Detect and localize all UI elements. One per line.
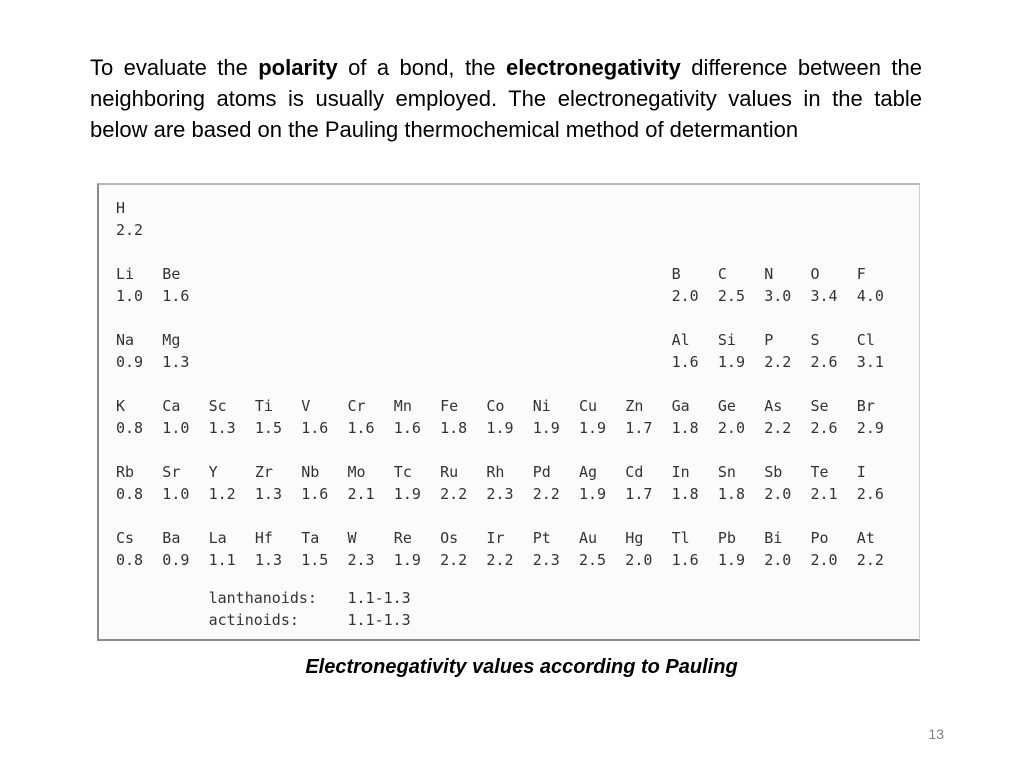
element-symbol: F (856, 265, 866, 283)
element-symbol: Mn (393, 397, 412, 415)
element-symbol: Zr (254, 463, 273, 481)
element-symbol: H (116, 199, 126, 217)
note-label: lanthanoids: (208, 589, 317, 607)
electronegativity-value: 1.7 (625, 485, 653, 503)
electronegativity-value: 3.4 (810, 287, 838, 305)
element-symbol: Y (208, 463, 218, 481)
electronegativity-value: 2.0 (764, 551, 792, 569)
polarity-term: polarity (258, 55, 338, 80)
electronegativity-value: 2.3 (532, 551, 560, 569)
element-symbol: Cr (347, 397, 366, 415)
electronegativity-value: 1.8 (440, 419, 468, 437)
element-symbol: Fe (440, 397, 459, 415)
electronegativity-value: 2.6 (810, 353, 838, 371)
element-symbol: Co (486, 397, 505, 415)
electronegativity-value: 1.9 (532, 419, 560, 437)
element-symbol: C (717, 265, 727, 283)
element-symbol: N (764, 265, 774, 283)
electronegativity-value: 1.2 (208, 485, 236, 503)
electronegativity-value: 2.2 (764, 419, 792, 437)
element-symbol: Ni (532, 397, 551, 415)
electronegativity-value: 1.6 (671, 551, 699, 569)
electronegativity-value: 1.3 (162, 353, 190, 371)
element-symbol: Ru (440, 463, 459, 481)
element-symbol: W (347, 529, 357, 547)
element-symbol: Se (810, 397, 829, 415)
element-symbol: Cl (856, 331, 875, 349)
electronegativity-value: 1.7 (625, 419, 653, 437)
element-symbol: Sn (717, 463, 736, 481)
electronegativity-value: 2.2 (764, 353, 792, 371)
element-symbol: Rb (116, 463, 135, 481)
element-symbol: Mo (347, 463, 366, 481)
intro-paragraph (90, 52, 922, 145)
electronegativity-value: 1.8 (717, 485, 745, 503)
electronegativity-value: 2.1 (347, 485, 375, 503)
element-symbol: Hg (625, 529, 644, 547)
electronegativity-value: 1.5 (254, 419, 282, 437)
electronegativity-value: 2.6 (856, 485, 884, 503)
electronegativity-value: 1.9 (717, 353, 745, 371)
table-caption: Electronegativity values according to Pauling (305, 656, 738, 678)
electronegativity-value: 2.9 (856, 419, 884, 437)
element-symbol: Pd (532, 463, 551, 481)
element-symbol: O (810, 265, 820, 283)
element-symbol: Ge (717, 397, 736, 415)
intro-text-3: difference between the neighboring atoms is usually employed. The electronegativity values in the table below are based on the Pauling thermochemical method of determantion (90, 55, 922, 142)
electronegativity-value: 1.5 (301, 551, 329, 569)
electronegativity-value: 1.3 (254, 485, 282, 503)
electronegativity-value: 2.2 (116, 221, 144, 239)
element-symbol: La (208, 529, 227, 547)
element-symbol: I (856, 463, 866, 481)
note-range: 1.1-1.3 (347, 611, 411, 629)
element-symbol: Nb (301, 463, 320, 481)
element-symbol: Pt (532, 529, 551, 547)
electronegativity-value: 1.3 (208, 419, 236, 437)
element-symbol: Ag (579, 463, 598, 481)
electronegativity-value: 1.6 (393, 419, 421, 437)
element-symbol: Tc (393, 463, 412, 481)
element-symbol: Ca (162, 397, 181, 415)
electronegativity-value: 3.0 (764, 287, 792, 305)
element-symbol: As (764, 397, 783, 415)
electronegativity-table (97, 183, 920, 641)
electronegativity-value: 2.6 (810, 419, 838, 437)
electronegativity-value: 2.1 (810, 485, 838, 503)
element-symbol: Mg (162, 331, 181, 349)
intro-text-1: To evaluate the (90, 55, 259, 80)
electronegativity-value: 0.9 (162, 551, 190, 569)
element-symbol: Cu (579, 397, 598, 415)
note-range: 1.1-1.3 (347, 589, 411, 607)
electronegativity-value: 1.0 (116, 287, 144, 305)
electronegativity-value: 1.6 (162, 287, 190, 305)
element-symbol: Sb (764, 463, 783, 481)
element-symbol: Po (810, 529, 829, 547)
electronegativity-value: 2.2 (532, 485, 560, 503)
element-symbol: Na (116, 331, 135, 349)
electronegativity-value: 2.2 (440, 485, 468, 503)
element-symbol: Bi (764, 529, 783, 547)
element-symbol: B (671, 265, 681, 283)
element-symbol: Ir (486, 529, 505, 547)
element-symbol: Ta (301, 529, 320, 547)
electronegativity-value: 2.2 (486, 551, 514, 569)
element-symbol: Os (440, 529, 459, 547)
electronegativity-value: 2.0 (671, 287, 699, 305)
electronegativity-value: 0.9 (116, 353, 144, 371)
element-symbol: S (810, 331, 820, 349)
element-symbol: Pb (717, 529, 736, 547)
electronegativity-value: 1.6 (671, 353, 699, 371)
electronegativity-value: 2.2 (440, 551, 468, 569)
element-symbol: Cs (116, 529, 135, 547)
electronegativity-value: 1.0 (162, 419, 190, 437)
electronegativity-value: 1.9 (486, 419, 514, 437)
element-symbol: Ga (671, 397, 690, 415)
electronegativity-value: 0.8 (116, 551, 144, 569)
electronegativity-value: 2.0 (810, 551, 838, 569)
element-symbol: Li (116, 265, 135, 283)
electronegativity-value: 1.3 (254, 551, 282, 569)
electronegativity-value: 1.8 (671, 485, 699, 503)
electronegativity-value: 3.1 (856, 353, 884, 371)
electronegativity-value: 2.0 (625, 551, 653, 569)
electronegativity-value: 1.8 (671, 419, 699, 437)
electronegativity-value: 1.9 (579, 419, 607, 437)
element-symbol: Rh (486, 463, 505, 481)
element-symbol: Ti (254, 397, 273, 415)
element-symbol: K (116, 397, 126, 415)
electronegativity-value: 2.5 (717, 287, 745, 305)
element-symbol: Tl (671, 529, 690, 547)
electronegativity-value: 1.9 (393, 485, 421, 503)
element-symbol: Hf (254, 529, 273, 547)
element-symbol: Ba (162, 529, 181, 547)
electronegativity-value: 1.6 (301, 419, 329, 437)
electronegativity-value: 0.8 (116, 419, 144, 437)
electronegativity-value: 1.9 (717, 551, 745, 569)
electronegativity-value: 1.9 (393, 551, 421, 569)
page-number: 13 (928, 726, 944, 742)
element-symbol: Br (856, 397, 875, 415)
electronegativity-value: 2.2 (856, 551, 884, 569)
electronegativity-value: 2.3 (347, 551, 375, 569)
intro-text-2: of a bond, the (337, 55, 506, 80)
element-symbol: Zn (625, 397, 644, 415)
electronegativity-value: 1.1 (208, 551, 236, 569)
electronegativity-value: 2.0 (764, 485, 792, 503)
element-symbol: Al (671, 331, 690, 349)
element-symbol: Te (810, 463, 829, 481)
electronegativity-value: 0.8 (116, 485, 144, 503)
electronegativity-value: 1.6 (347, 419, 375, 437)
element-symbol: Au (579, 529, 598, 547)
electronegativity-value: 1.9 (579, 485, 607, 503)
electronegativity-value: 2.0 (717, 419, 745, 437)
note-label: actinoids: (208, 611, 299, 629)
element-symbol: Sr (162, 463, 181, 481)
electronegativity-term: electronegativity (505, 55, 681, 80)
element-symbol: P (764, 331, 774, 349)
element-symbol: Si (717, 331, 736, 349)
electronegativity-value: 1.0 (162, 485, 190, 503)
element-symbol: In (671, 463, 690, 481)
element-symbol: Re (393, 529, 412, 547)
element-symbol: Be (162, 265, 181, 283)
electronegativity-value: 1.6 (301, 485, 329, 503)
electronegativity-value: 2.5 (579, 551, 607, 569)
element-symbol: At (856, 529, 875, 547)
electronegativity-value: 2.3 (486, 485, 514, 503)
element-symbol: V (301, 397, 311, 415)
element-symbol: Sc (208, 397, 227, 415)
element-symbol: Cd (625, 463, 644, 481)
electronegativity-value: 4.0 (856, 287, 884, 305)
